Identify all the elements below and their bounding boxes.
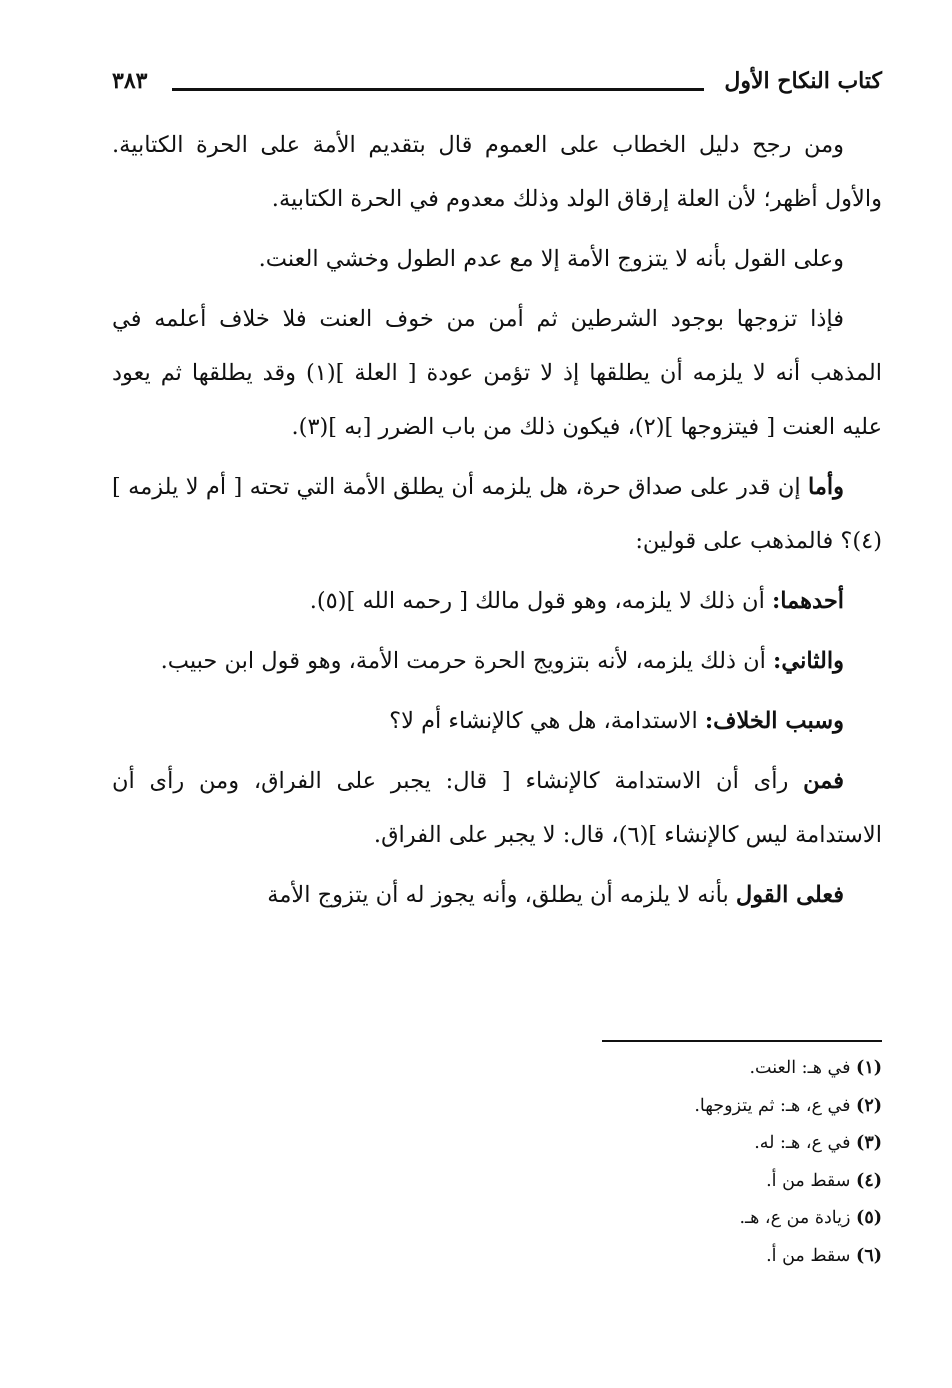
footnote-number: (٥) [856, 1208, 882, 1228]
paragraph-1 [112, 118, 882, 226]
paragraph-text: الاستدامة، هل هي كالإنشاء أم لا؟ [389, 708, 705, 734]
footnote-number: (٢) [856, 1095, 882, 1116]
footnote-text: سقط من أ. [766, 1170, 851, 1191]
footnote-text: في هـ: العنت. [749, 1058, 851, 1078]
paragraph-lead: وسبب الخلاف: [704, 708, 844, 734]
paragraph-3 [112, 292, 882, 454]
main-text [112, 118, 882, 928]
page-header [112, 60, 882, 100]
footnote-separator [602, 1040, 882, 1042]
footnote [382, 1125, 882, 1163]
paragraph-text: فإذا تزوجها بوجود الشرطين ثم أمن من خوف العنت فلا خلاف أعلمه في المذهب أنه لا يلزمه أن يطلقها إذ لا تؤمن عودة [ العلة ](١) وقد يطلقها ثم يعود عليه العنت [ فيتزوجها ](٢)، فيكون ذلك من باب الضرر [به ](٣). [112, 306, 882, 440]
paragraph-7 [112, 694, 882, 748]
paragraph-8 [112, 754, 882, 862]
paragraph-6 [112, 634, 882, 688]
footnote-text: في ع، هـ: ثم يتزوجها. [694, 1095, 851, 1116]
paragraph-text: أن ذلك يلزمه، لأنه بتزويج الحرة حرمت الأمة، وهو قول ابن حبيب. [160, 648, 774, 674]
footnote-number: (١) [856, 1058, 882, 1078]
footnote-text: زيادة من ع، هـ. [739, 1208, 851, 1228]
running-title: كتاب النكاح الأول [724, 68, 882, 94]
paragraph-lead: وأما [807, 474, 844, 500]
paragraph-lead: أحدهما: [771, 588, 844, 614]
paragraph-9 [112, 868, 882, 922]
footnote-number: (٤) [856, 1170, 882, 1191]
page-number: ٣٨٣ [112, 68, 148, 94]
footnote [382, 1163, 882, 1201]
footnote [382, 1200, 882, 1238]
footnote [382, 1238, 882, 1276]
paragraph-4 [112, 460, 882, 568]
paragraph-text: وعلى القول بأنه لا يتزوج الأمة إلا مع عدم الطول وخشي العنت. [258, 246, 844, 272]
paragraph-lead: والثاني: [773, 648, 844, 674]
paragraph-2 [112, 232, 882, 286]
footnote-text: سقط من أ. [766, 1245, 851, 1266]
footnote-number: (٦) [856, 1245, 882, 1266]
footnotes [382, 1050, 882, 1275]
paragraph-text: بأنه لا يلزمه أن يطلق، وأنه يجوز له أن يتزوج الأمة [267, 882, 736, 908]
footnote-text: في ع، هـ: له. [754, 1133, 851, 1153]
paragraph-text: ومن رجح دليل الخطاب على العموم قال بتقديم الأمة على الحرة الكتابية. والأول أظهر؛ لأن العلة إرقاق الولد وذلك معدوم في الحرة الكتابية. [112, 132, 882, 212]
paragraph-text: أن ذلك لا يلزمه، وهو قول مالك [ رحمه الله ](٥). [309, 588, 772, 614]
footnote [382, 1050, 882, 1088]
footnote [382, 1088, 882, 1126]
paragraph-5 [112, 574, 882, 628]
paragraph-text: رأى أن الاستدامة كالإنشاء [ قال: يجبر على الفراق، ومن رأى أن الاستدامة ليس كالإنشاء ](٦)، قال: لا يجبر على الفراق. [112, 768, 882, 848]
footnote-number: (٣) [856, 1133, 882, 1153]
paragraph-text: إن قدر على صداق حرة، هل يلزمه أن يطلق الأمة التي تحته [ أم لا يلزمه ](٤)؟ فالمذهب على قولين: [112, 474, 882, 554]
paragraph-lead: فمن [803, 768, 844, 794]
header-rule [172, 88, 704, 91]
paragraph-lead: فعلى القول [735, 882, 844, 908]
